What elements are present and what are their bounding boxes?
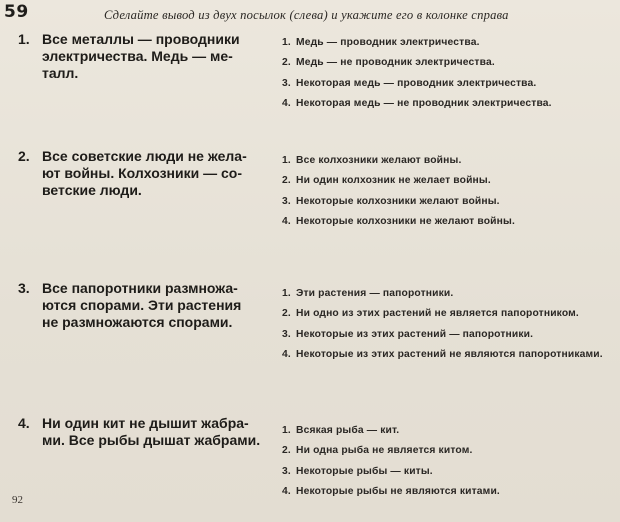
- option-text: Некоторые из этих растений не являются папоротниками.: [296, 348, 603, 360]
- conclusion-option[interactable]: [282, 486, 617, 506]
- conclusion-option[interactable]: [282, 37, 617, 57]
- conclusion-options-2: [282, 155, 617, 236]
- premises-4: [18, 415, 268, 449]
- option-text: Медь — проводник электричества.: [296, 37, 480, 48]
- conclusion-option[interactable]: [282, 175, 617, 195]
- option-number: 1.: [282, 155, 291, 166]
- option-number: 1.: [282, 288, 291, 299]
- premise-line: ются спорами. Эти растения: [42, 297, 242, 313]
- premise-line: [18, 148, 268, 165]
- option-number: 1.: [282, 37, 291, 48]
- option-text: Ни одно из этих растений не является папоротником.: [296, 308, 579, 320]
- premise-text: Ни один кит не дышит жабра-: [42, 415, 249, 431]
- conclusion-options-1: [282, 37, 617, 118]
- option-number: 3.: [282, 465, 291, 477]
- option-text: Всякая рыба — кит.: [296, 425, 400, 436]
- premises-2: [18, 148, 268, 199]
- task-number: 4.: [18, 415, 30, 431]
- option-text: Некоторые из этих растений — папоротники.: [296, 328, 534, 340]
- option-text: Ни один колхозник не желает войны.: [296, 175, 491, 187]
- option-number: 4.: [282, 97, 291, 109]
- conclusion-option[interactable]: [282, 78, 617, 98]
- task-number: 3.: [18, 280, 30, 296]
- conclusion-option[interactable]: [282, 308, 617, 328]
- premise-line: [18, 415, 268, 432]
- premise-line: электричества. Медь — ме-: [42, 48, 233, 64]
- premise-line: ветские люди.: [42, 182, 142, 198]
- option-text: Медь — не проводник электричества.: [296, 57, 495, 69]
- task-number: 2.: [18, 148, 30, 164]
- conclusion-option[interactable]: [282, 196, 617, 216]
- task-number: 1.: [18, 31, 30, 47]
- page-number: 92: [12, 494, 23, 506]
- premise-line: талл.: [42, 65, 79, 81]
- conclusion-option[interactable]: [282, 329, 617, 349]
- conclusion-options-3: [282, 288, 617, 369]
- option-text: Некоторые рыбы — киты.: [296, 465, 433, 477]
- option-text: Некоторые рыбы не являются китами.: [296, 485, 500, 497]
- premises-3: [18, 280, 268, 331]
- conclusion-option[interactable]: [282, 98, 617, 118]
- option-number: 4.: [282, 348, 291, 360]
- conclusion-option[interactable]: [282, 216, 617, 236]
- premise-line: [18, 280, 268, 297]
- conclusion-option[interactable]: [282, 445, 617, 465]
- option-number: 1.: [282, 425, 291, 436]
- option-number: 3.: [282, 195, 291, 207]
- option-number: 3.: [282, 77, 291, 89]
- conclusion-options-4: [282, 425, 617, 506]
- option-text: Ни одна рыба не является китом.: [296, 445, 473, 457]
- option-number: 2.: [282, 308, 291, 320]
- premise-line: ми. Все рыбы дышат жабрами.: [42, 432, 261, 448]
- option-text: Некоторые колхозники желают войны.: [296, 195, 500, 207]
- option-number: 2.: [282, 175, 291, 187]
- option-number: 4.: [282, 215, 291, 227]
- option-number: 4.: [282, 485, 291, 497]
- option-text: Эти растения — папоротники.: [296, 288, 454, 299]
- conclusion-option[interactable]: [282, 425, 617, 445]
- premise-text: Все советские люди не жела-: [42, 148, 247, 164]
- conclusion-option[interactable]: [282, 288, 617, 308]
- conclusion-option[interactable]: [282, 466, 617, 486]
- premises-1: [18, 31, 268, 82]
- conclusion-option[interactable]: [282, 57, 617, 77]
- conclusion-option[interactable]: [282, 155, 617, 175]
- exercise-number: 59: [4, 2, 29, 22]
- premise-line: ют войны. Колхозники — со-: [42, 165, 242, 181]
- option-text: Некоторые колхозники не желают войны.: [296, 215, 515, 227]
- option-number: 2.: [282, 445, 291, 457]
- conclusion-option[interactable]: [282, 349, 617, 369]
- option-text: Все колхозники желают войны.: [296, 155, 462, 166]
- premise-text: Все металлы — проводники: [42, 31, 240, 47]
- premise-text: Все папоротники размножа-: [42, 280, 238, 296]
- option-number: 2.: [282, 57, 291, 69]
- exercise-instruction: Сделайте вывод из двух посылок (слева) и укажите его в колонке справа: [104, 8, 509, 22]
- option-text: Некоторая медь — проводник электричества.: [296, 77, 537, 89]
- premise-line: [18, 31, 268, 48]
- option-number: 3.: [282, 328, 291, 340]
- premise-line: не размножаются спорами.: [42, 314, 233, 330]
- option-text: Некоторая медь — не проводник электричества.: [296, 97, 552, 109]
